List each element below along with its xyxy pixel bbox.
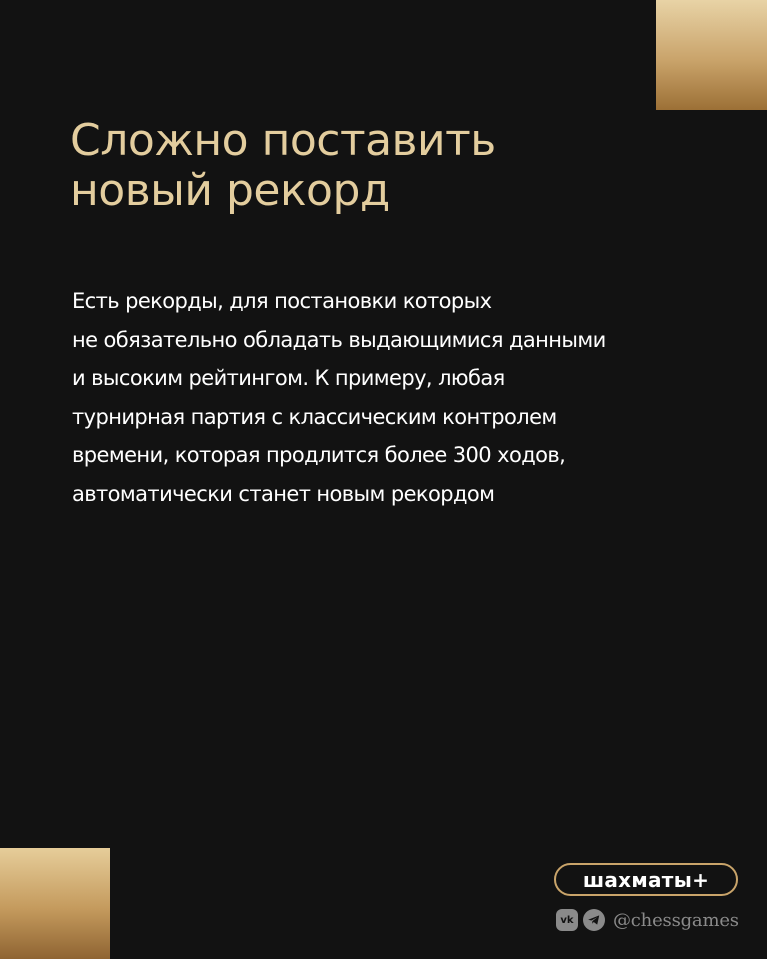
vk-icon[interactable]: vk <box>556 909 578 931</box>
social-links <box>556 908 739 932</box>
body-line: и высоким рейтингом. К примеру, любая <box>72 366 505 391</box>
title-line: новый рекорд <box>70 165 390 216</box>
body-line: автоматически станет новым рекордом <box>72 481 495 506</box>
brand-logo: шахматы+ <box>554 863 738 896</box>
gold-corner-block-bottom-left <box>0 848 110 959</box>
page-title <box>70 116 690 216</box>
body-line: не обязательно обладать выдающимися данными <box>72 327 606 352</box>
social-handle[interactable]: @chessgames <box>613 909 739 931</box>
title-line: Сложно поставить <box>70 115 496 166</box>
telegram-plane-icon <box>587 913 601 927</box>
telegram-icon[interactable] <box>583 909 605 931</box>
body-line: Есть рекорды, для постановки которых <box>72 289 492 313</box>
gold-corner-block-top-right <box>656 0 767 110</box>
body-line: времени, которая продлится более 300 ходов, <box>72 443 566 468</box>
body-paragraph <box>72 282 732 514</box>
body-line: турнирная партия с классическим контролем <box>72 404 557 429</box>
